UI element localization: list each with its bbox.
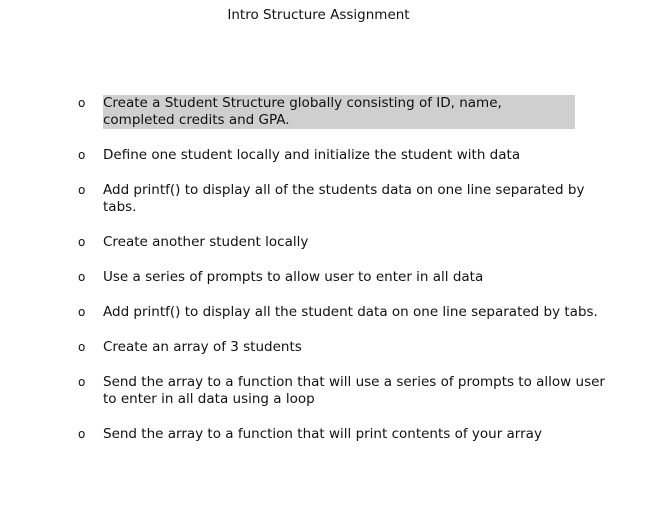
circle-bullet-icon: o bbox=[78, 96, 86, 110]
circle-bullet-icon: o bbox=[78, 340, 86, 354]
list-item-text: Send the array to a function that will use a series of prompts to allow user to enter in all data using a loop bbox=[103, 374, 605, 407]
list-item-text: Define one student locally and initialize the student with data bbox=[103, 147, 521, 163]
list-item bbox=[0, 95, 663, 129]
list-item-text: Create an array of 3 students bbox=[103, 339, 302, 355]
list-item bbox=[0, 339, 663, 356]
list-item bbox=[0, 304, 663, 321]
circle-bullet-icon: o bbox=[78, 270, 86, 284]
circle-bullet-icon: o bbox=[78, 183, 86, 197]
circle-bullet-icon: o bbox=[78, 235, 86, 249]
list-item-text: Create a Student Structure globally consisting of ID, name, completed credits and GPA. bbox=[103, 95, 575, 129]
circle-bullet-icon: o bbox=[78, 427, 86, 441]
list-item-text: Create another student locally bbox=[103, 234, 309, 250]
circle-bullet-icon: o bbox=[78, 148, 86, 162]
list-item-text: Send the array to a function that will print contents of your array bbox=[103, 426, 542, 442]
list-item-text: Use a series of prompts to allow user to enter in all data bbox=[103, 269, 484, 285]
circle-bullet-icon: o bbox=[78, 305, 86, 319]
assignment-list bbox=[0, 95, 663, 461]
list-item bbox=[0, 182, 663, 216]
list-item-text: Add printf() to display all of the students data on one line separated by tabs. bbox=[103, 182, 585, 215]
page-title: Intro Structure Assignment bbox=[227, 7, 410, 23]
list-item bbox=[0, 374, 663, 408]
list-item-text: Add printf() to display all the student data on one line separated by tabs. bbox=[103, 304, 598, 320]
circle-bullet-icon: o bbox=[78, 375, 86, 389]
list-item bbox=[0, 147, 663, 164]
list-item bbox=[0, 426, 663, 443]
list-item bbox=[0, 269, 663, 286]
list-item bbox=[0, 234, 663, 251]
